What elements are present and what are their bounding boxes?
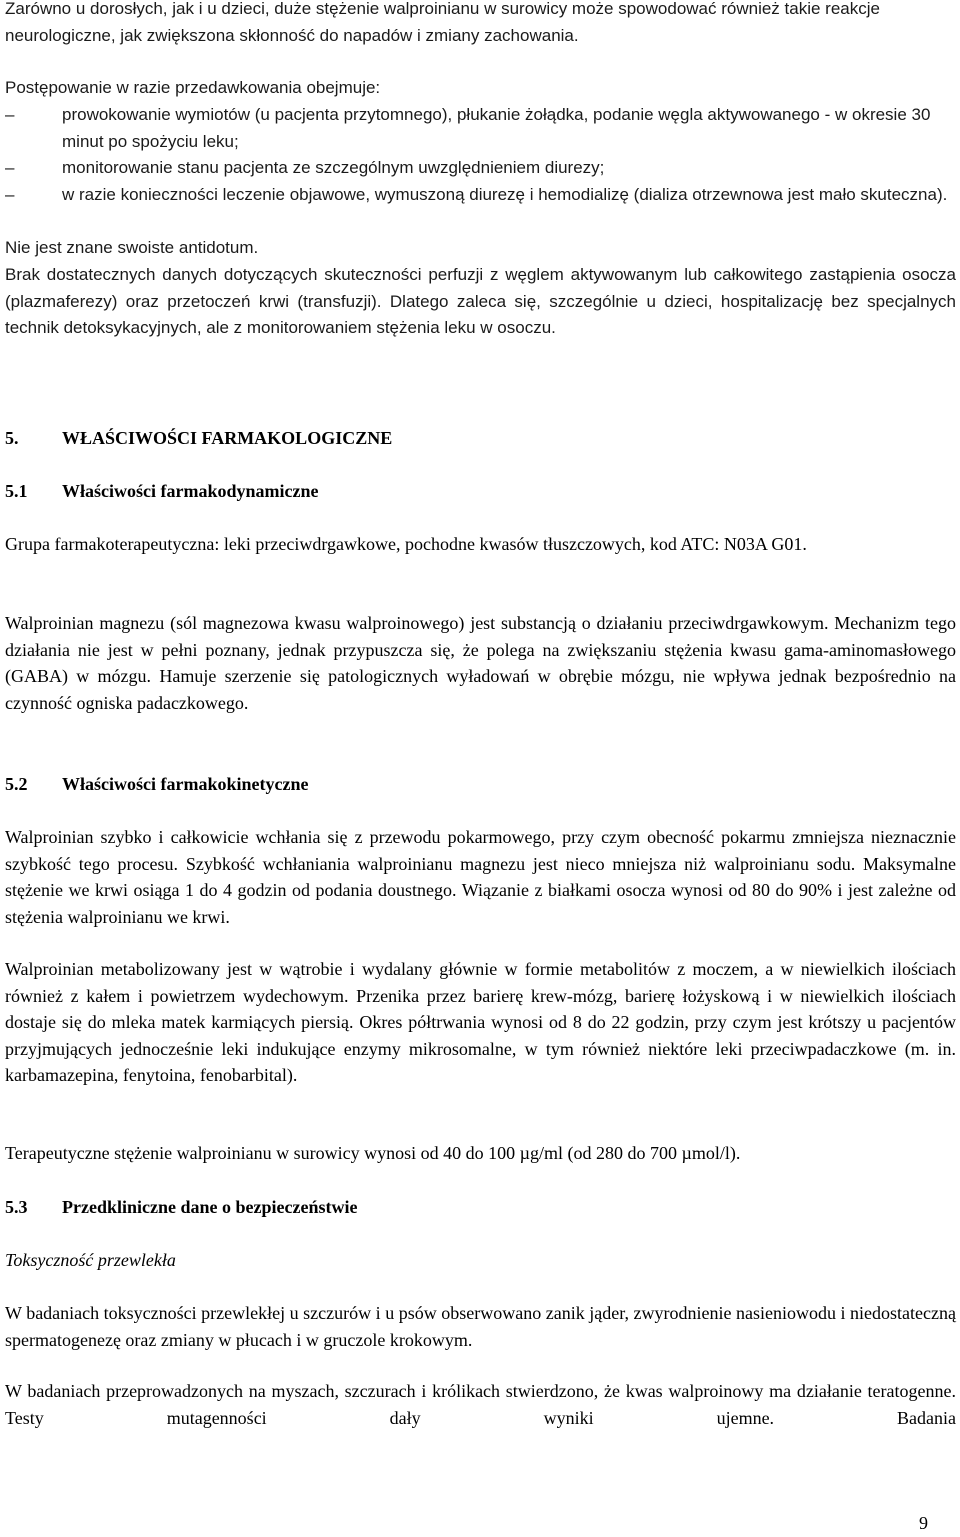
section-heading-5 (5, 425, 392, 452)
paragraph-therapeutic-level: Terapeutyczne stężenie walproinianu w surowicy wynosi od 40 do 100 µg/ml (od 280 do 700 µmol/l). (5, 1143, 741, 1163)
dash-bullet-icon: – (5, 105, 15, 124)
section-number: 5.1 (5, 481, 28, 501)
paragraph-mechanism: Walproinian magnezu (sól magnezowa kwasu walproinowego) jest substancją o działaniu przeciwdrgawkowym. Mechanizm tego działania nie jest w pełni poznany, jednak przypuszcza się, że polega na zwiększaniu stężenia kwasu gama-aminomasłowego (GABA) w mózgu. Hamuje szerzenie się patologicznych wyładowań w obrębie mózgu, nie wpływa jednak bezpośrednio na czynność ogniska padaczkowego. (5, 613, 956, 713)
list-item (5, 102, 956, 155)
no-antidote-line: Nie jest znane swoiste antidotum. (5, 238, 259, 257)
section-title: Przedkliniczne dane o bezpieczeństwie (62, 1197, 358, 1217)
paragraph-perfusion: Brak dostatecznych danych dotyczących skuteczności perfuzji z węglem aktywowanym lub całkowitego zastąpienia osocza (plazmaferezy) oraz przetoczeń krwi (transfuzji). Dlatego zaleca się, szczególnie u dzieci, hospitalizację bez specjalnych technik detoksykacyjnych, ale z monitorowaniem stężenia leku w osoczu. (5, 265, 956, 337)
section-heading-5-2 (5, 771, 308, 798)
dash-bullet-icon: – (5, 158, 15, 177)
page-number: 9 (919, 1513, 928, 1533)
list-item-text: monitorowanie stanu pacjenta ze szczególnym uwzględnieniem diurezy; (62, 158, 605, 177)
section-title: Właściwości farmakodynamiczne (62, 481, 319, 501)
section-heading-5-3 (5, 1194, 357, 1221)
dash-bullet-icon: – (5, 185, 15, 204)
subheading-chronic-toxicity: Toksyczność przewlekła (5, 1250, 176, 1270)
list-item-text: prowokowanie wymiotów (u pacjenta przytomnego), płukanie żołądka, podanie węgla aktywowanego - w okresie 30 minut po spożyciu leku; (62, 105, 931, 151)
section-heading-5-1 (5, 478, 318, 505)
section-title: WŁAŚCIWOŚCI FARMAKOLOGICZNE (62, 428, 393, 448)
paragraph-teratogenicity: W badaniach przeprowadzonych na myszach, szczurach i królikach stwierdzono, że kwas walproinowy ma działanie teratogenne. Testy mutagenności dały wyniki ujemne. Badania (5, 1381, 956, 1428)
list-item (5, 182, 956, 209)
paragraph-neuro-reactions: Zarówno u dorosłych, jak i u dzieci, duże stężenie walproinianu w surowicy może spowodować również takie reakcje neurologiczne, jak zwiększona skłonność do napadów i zmiany zachowania. (5, 0, 880, 45)
paragraph-chronic-toxicity: W badaniach toksyczności przewlekłej u szczurów i u psów obserwowano zanik jąder, zwyrodnienie nasieniowodu i niedostateczną spermatogenezę oraz zmiany w płucach i w gruczole krokowym. (5, 1303, 956, 1350)
list-item-text: w razie konieczności leczenie objawowe, wymuszoną diurezę i hemodializę (dializa otrzewnowa jest mało skuteczna). (62, 185, 948, 204)
overdose-intro: Postępowanie w razie przedawkowania obejmuje: (5, 78, 381, 97)
section-number: 5.2 (5, 774, 28, 794)
section-title: Właściwości farmakokinetyczne (62, 774, 309, 794)
section-number: 5. (5, 428, 19, 448)
paragraph-pharmaco-group: Grupa farmakoterapeutyczna: leki przeciwdrgawkowe, pochodne kwasów tłuszczowych, kod ATC: N03A G01. (5, 534, 807, 554)
paragraph-metabolism: Walproinian metabolizowany jest w wątrobie i wydalany głównie w formie metabolitów z moczem, a w niewielkich ilościach również z kałem i powietrzem wydechowym. Przenika przez barierę krew-mózg, barierę łożyskową i w niewielkich ilościach dostaje się do mleka matek karmiących piersią. Okres półtrwania wynosi od 8 do 22 godzin, przy czym jest krótszy u pacjentów przyjmujących jednocześnie leki indukujące enzymy mikrosomalne, w tym również niektóre leki przeciwpadaczkowe (m. in. karbamazepina, fenytoina, fenobarbital). (5, 959, 956, 1085)
section-number: 5.3 (5, 1197, 28, 1217)
paragraph-absorption: Walproinian szybko i całkowicie wchłania się z przewodu pokarmowego, przy czym obecność pokarmu zmniejsza nieznacznie szybkość tego procesu. Szybkość wchłaniania walproinianu magnezu jest nieco mniejsza niż walproinianu sodu. Maksymalne stężenie we krwi osiąga 1 do 4 godzin od podania doustnego. Wiązanie z białkami osocza wynosi od 80 do 90% i jest zależne od stężenia walproinianu we krwi. (5, 827, 956, 927)
list-item (5, 155, 956, 182)
